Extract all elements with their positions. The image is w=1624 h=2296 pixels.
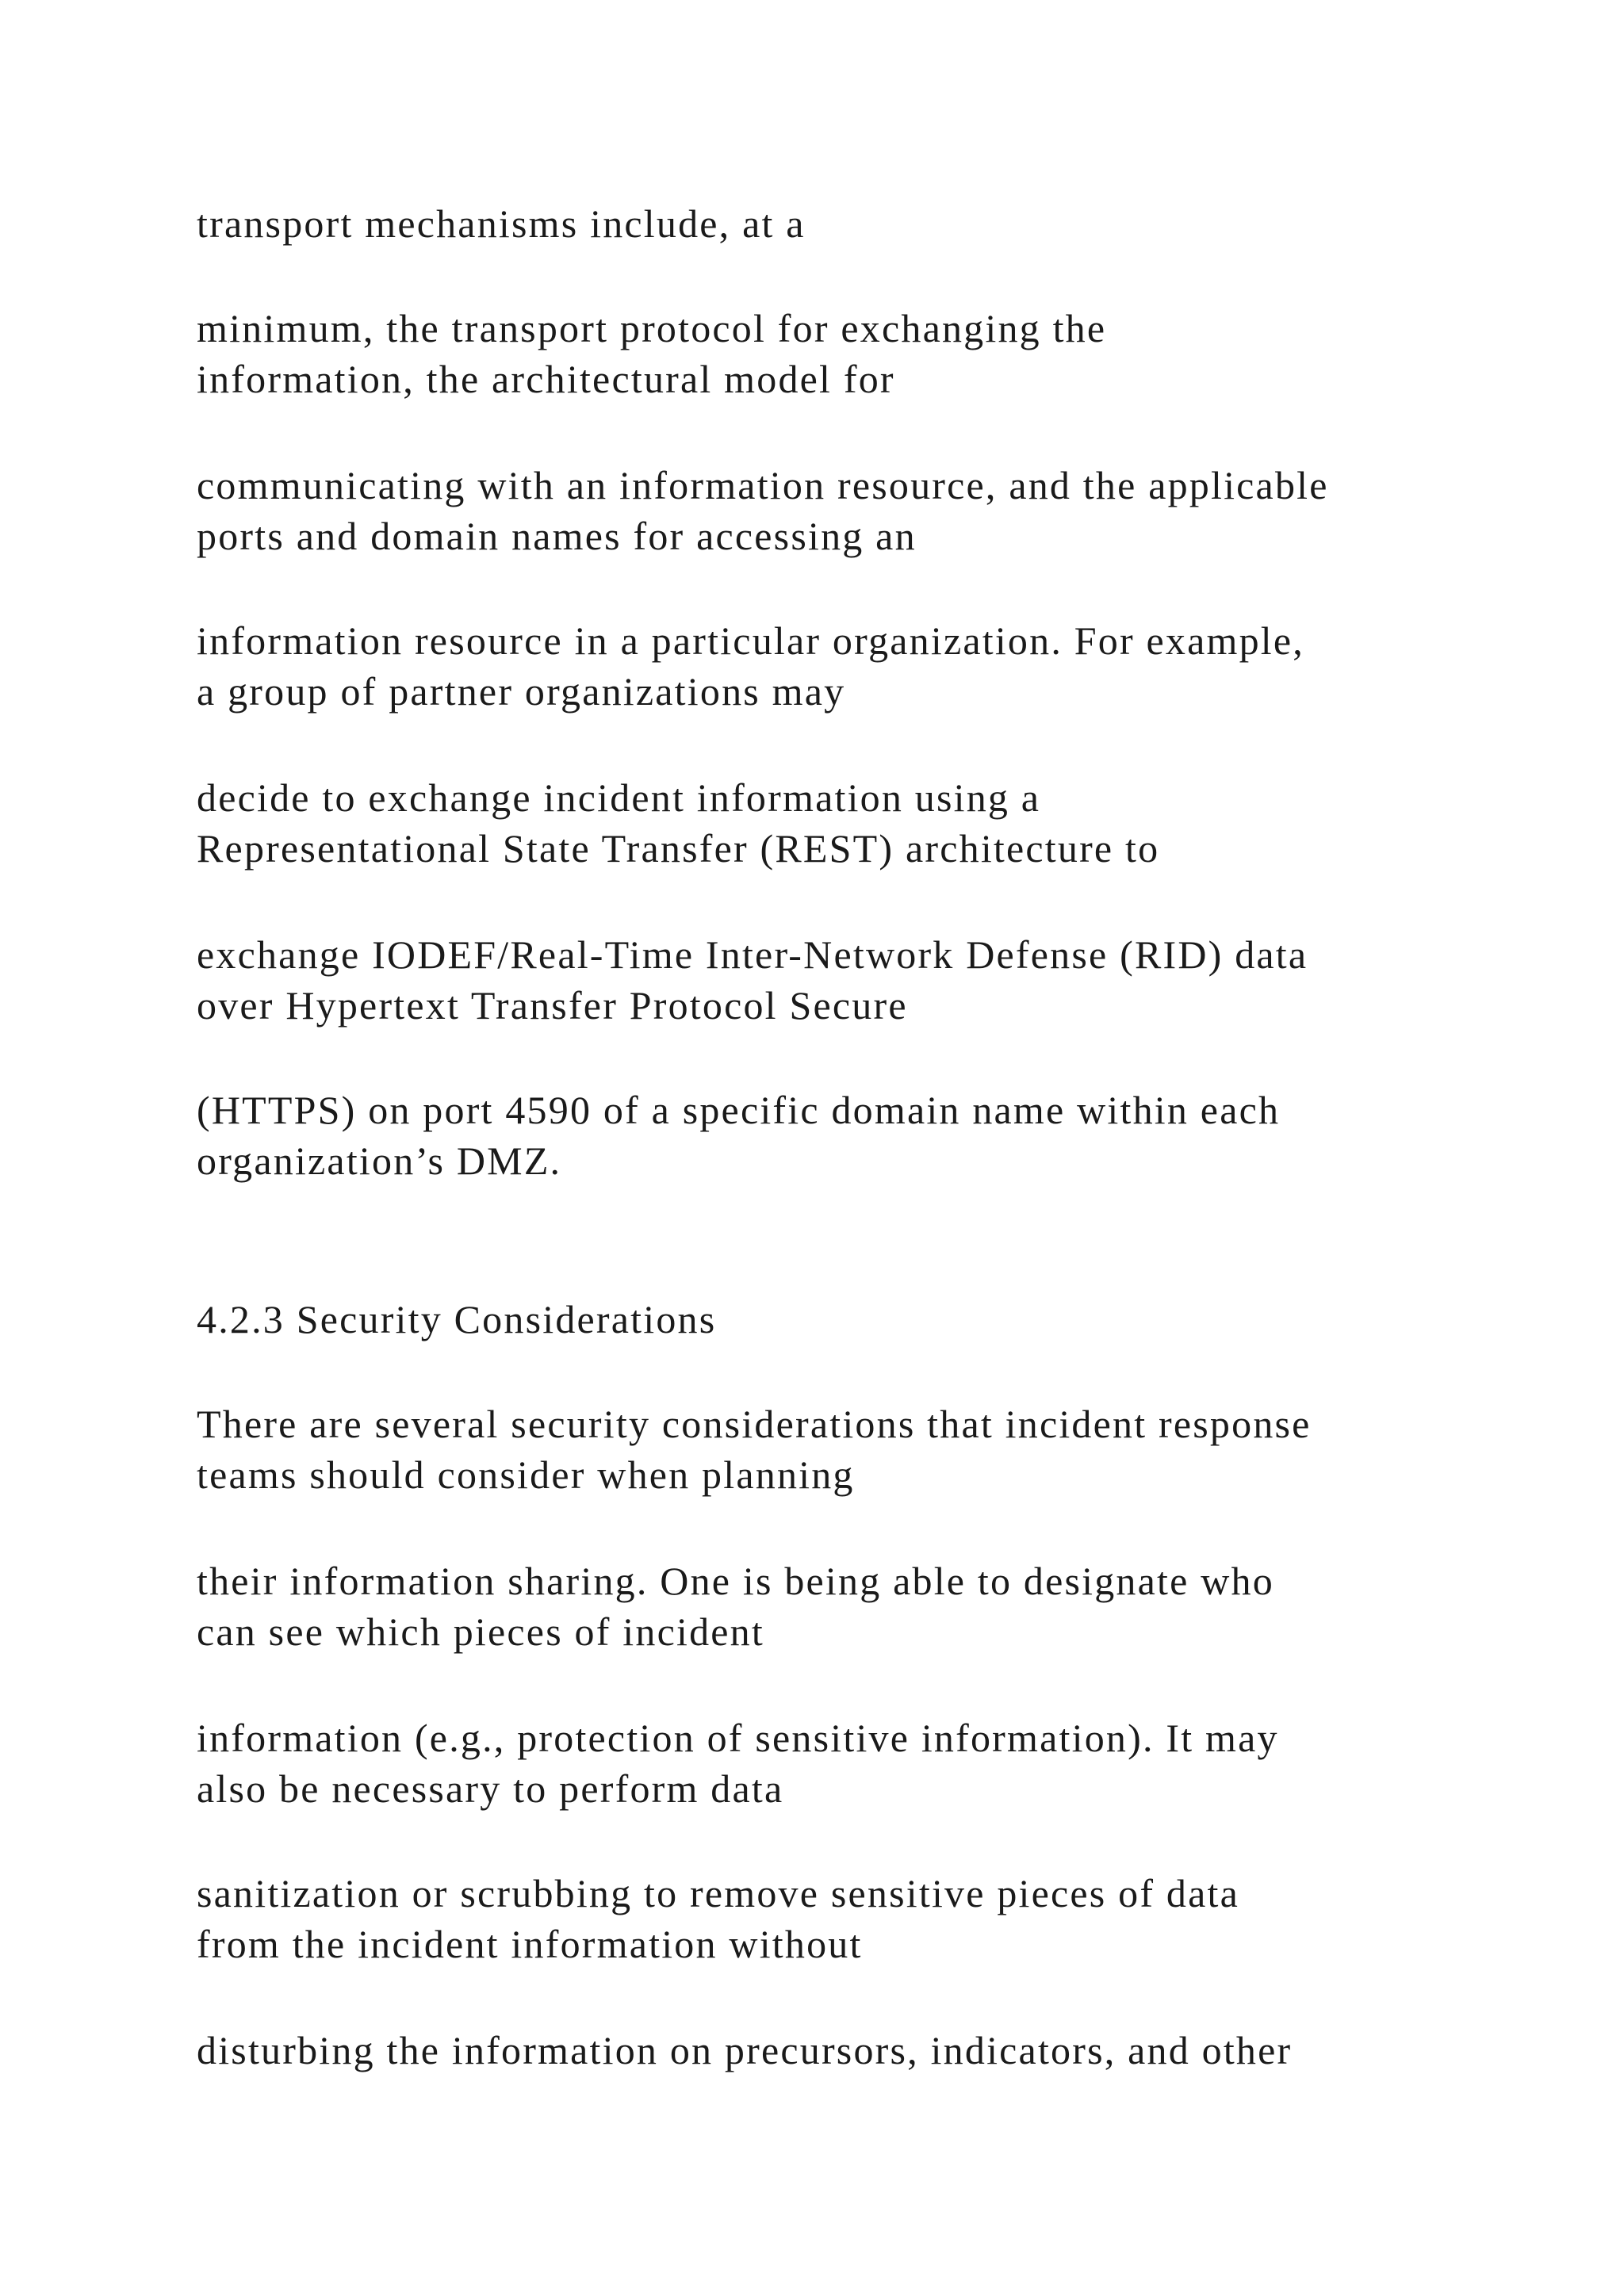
text-line: can see which pieces of incident [197, 1609, 764, 1654]
text-line: sanitization or scrubbing to remove sensitive pieces of data [197, 1871, 1239, 1915]
text-line: organization’s DMZ. [197, 1138, 562, 1183]
text-line: Representational State Transfer (REST) architecture to [197, 826, 1160, 871]
text-line: transport mechanisms include, at a [197, 201, 806, 246]
text-line: There are several security considerations that incident response [197, 1402, 1312, 1446]
text-line: ports and domain names for accessing an [197, 514, 917, 558]
text-line: exchange IODEF/Real-Time Inter-Network Defense (RID) data [197, 932, 1308, 977]
text-line: decide to exchange incident information using a [197, 775, 1041, 820]
text-line: their information sharing. One is being able to designate who [197, 1559, 1274, 1603]
text-line: teams should consider when planning [197, 1452, 855, 1497]
text-line: information, the architectural model for [197, 357, 895, 401]
text-line: (HTTPS) on port 4590 of a specific domain name within each [197, 1088, 1281, 1132]
text-line: minimum, the transport protocol for exchanging the [197, 306, 1107, 350]
text-line: from the incident information without [197, 1922, 863, 1966]
text-line: a group of partner organizations may [197, 669, 846, 714]
text-line: information resource in a particular organization. For example, [197, 618, 1304, 663]
text-line: communicating with an information resource, and the applicable [197, 463, 1329, 507]
text-line: also be necessary to perform data [197, 1766, 784, 1811]
text-line: information (e.g., protection of sensitive information). It may [197, 1716, 1279, 1760]
text-line: over Hypertext Transfer Protocol Secure [197, 983, 908, 1027]
text-line: disturbing the information on precursors, indicators, and other [197, 2028, 1293, 2072]
section-heading: 4.2.3 Security Considerations [197, 1297, 717, 1341]
